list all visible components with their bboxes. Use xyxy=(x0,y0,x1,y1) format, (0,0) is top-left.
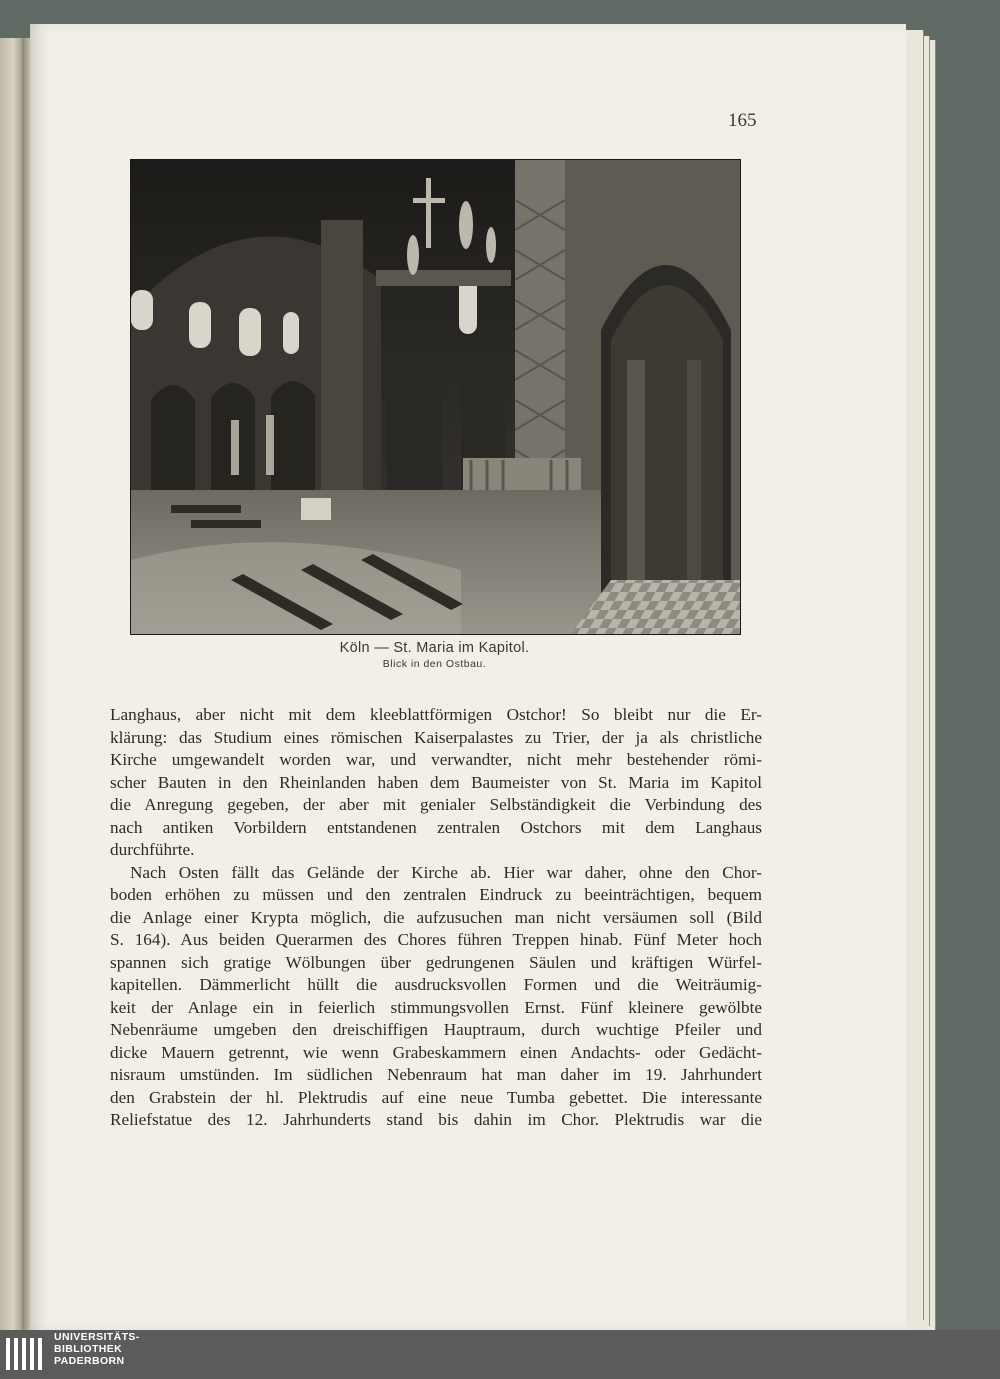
text-line: klärung: das Studium eines römischen Kaiserpalastes zu Trier, der ja als christliche xyxy=(110,727,762,747)
text-line: die Anregung gegeben, der aber mit genialer Selbständigkeit die Verbindung des xyxy=(110,795,762,814)
text-line: boden erhöhen zu müssen und den zentralen Eindruck zu beeinträchtigen, bequem xyxy=(110,885,762,904)
figure-caption-subtitle: Blick in den Ostbau. xyxy=(382,658,487,670)
text-line: Nach Osten fällt das Gelände der Kirche ab. Hier war daher, ohne den Chor- xyxy=(130,862,762,882)
text-line: nisraum umstünden. Im südlichen Nebenraum hat man daher im 19. Jahrhundert xyxy=(110,1065,762,1084)
footer-bar xyxy=(0,1330,1000,1379)
text-line: den Grabstein der hl. Plektrudis auf eine neue Tumba gebettet. Die interessante xyxy=(110,1087,762,1107)
page-number: 165 xyxy=(728,110,757,131)
body-text xyxy=(110,704,762,1132)
text-line: nach antiken Vorbildern entstandenen zentralen Ostchors mit dem Langhaus xyxy=(110,817,762,837)
text-line: Kirche umgewandelt worden war, und verwandter, nicht mehr bestehender römi- xyxy=(110,750,762,769)
text-line: Langhaus, aber nicht mit dem kleeblattförmigen Ostchor! So bleibt nur die Er- xyxy=(110,705,762,724)
library-name xyxy=(54,1331,140,1367)
text-line: S. 164). Aus beiden Querarmen des Chores führen Treppen hinab. Fünf Meter hoch xyxy=(110,930,762,949)
text-line: Nebenräume umgeben den dreischiffigen Hauptraum, durch wuchtige Pfeiler und xyxy=(110,1020,762,1039)
text-line: spannen sich gratige Wölbungen über gedrungenen Säulen und kräftigen Würfel- xyxy=(110,952,762,972)
text-line: scher Bauten in den Rheinlanden haben dem Baumeister von St. Maria im Kapitol xyxy=(110,772,762,792)
library-name-line: UNIVERSITÄTS- xyxy=(54,1331,140,1343)
library-logo-icon xyxy=(6,1334,46,1374)
photo-illustration xyxy=(131,160,740,634)
page-edge-stack xyxy=(905,30,924,1320)
library-name-line: PADERBORN xyxy=(54,1355,125,1367)
church-interior-photo xyxy=(130,159,741,635)
previous-page-edge xyxy=(0,38,22,1330)
text-line: die Anlage einer Krypta möglich, die aufzusuchen man nicht versäumen soll (Bild xyxy=(110,907,762,927)
library-name-line: BIBLIOTHEK xyxy=(54,1343,123,1355)
text-line: dicke Mauern getrennt, wie wenn Grabeskammern einen Andachts- oder Gedächt- xyxy=(110,1042,762,1062)
text-line: kapitellen. Dämmerlicht hüllt die ausdrucksvollen Formen und die Weiträumig- xyxy=(110,975,762,994)
text-line: keit der Anlage ein in feierlich stimmungsvollen Ernst. Fünf kleinere gewölbte xyxy=(110,997,762,1017)
figure-caption-title: Köln — St. Maria im Kapitol. xyxy=(339,640,530,656)
text-line: durchführte. xyxy=(110,840,195,859)
text-line: Reliefstatue des 12. Jahrhunderts stand bis dahin im Chor. Plektrudis war die xyxy=(110,1110,762,1129)
